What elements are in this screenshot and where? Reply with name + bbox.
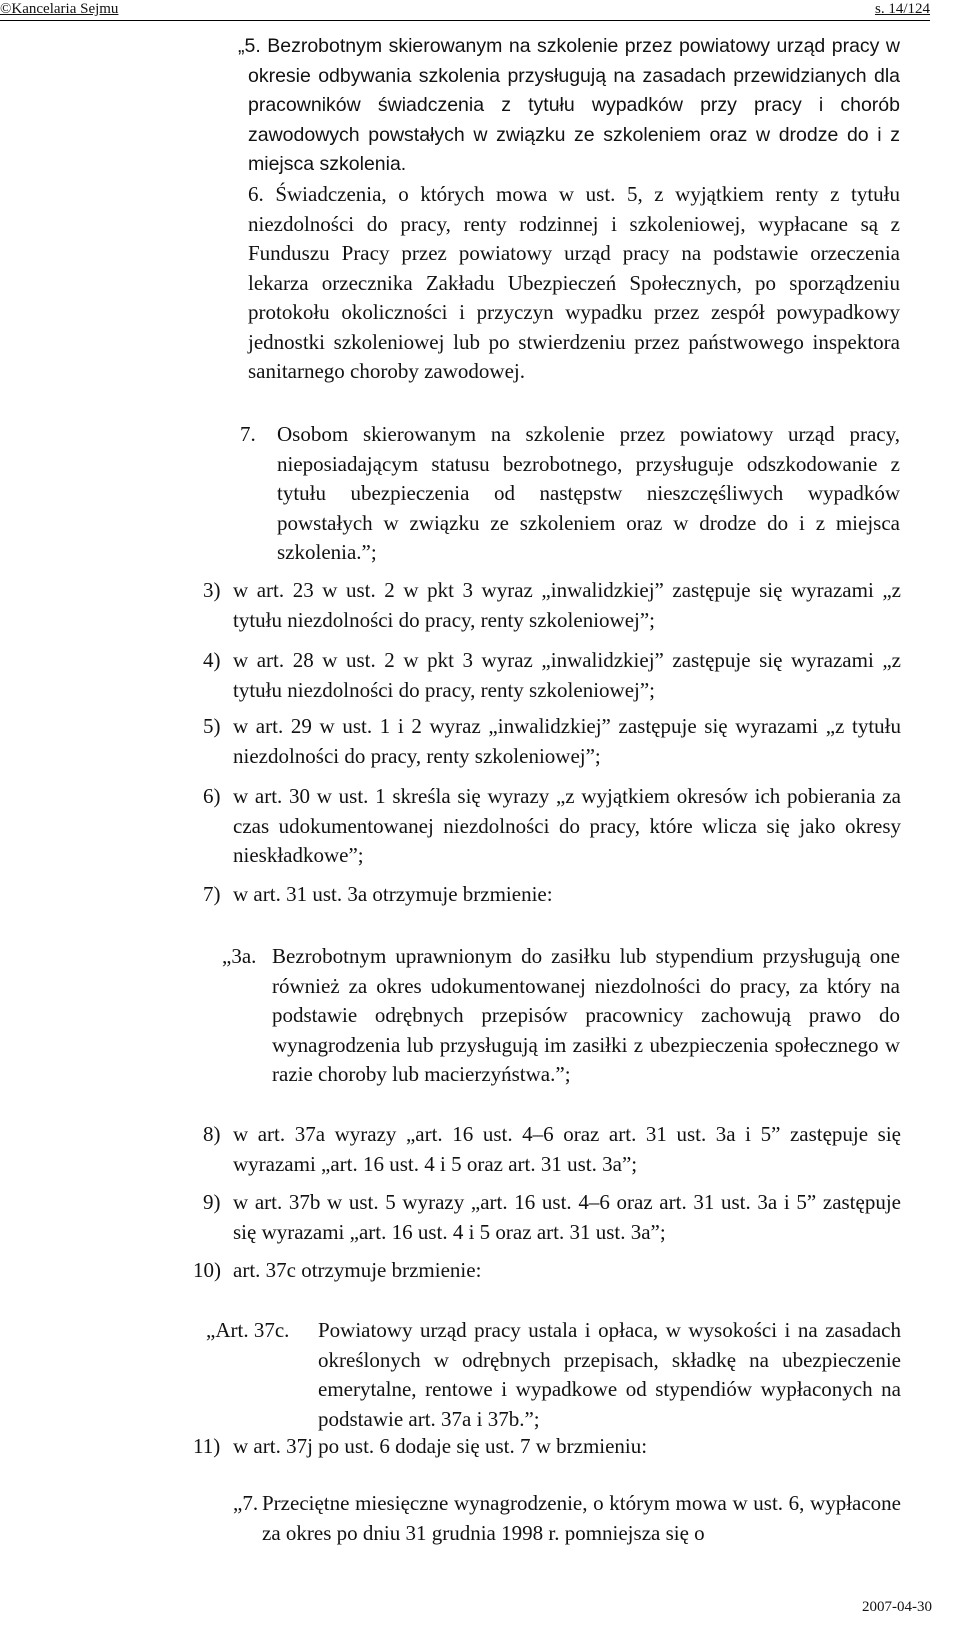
item-6-number: 6) bbox=[203, 784, 221, 808]
item-8-number: 8) bbox=[203, 1122, 221, 1146]
page-header bbox=[0, 0, 930, 21]
article-37c: Powiatowy urząd pracy ustala i opłaca, w wysokości i na zasadach określonych w odrębnych przepisach, składkę na ubezpieczenie emerytalne, rentowe i wypadkowe od stypendiów wypłaconych na podstawie art. 37a i 37b.”; bbox=[318, 1318, 901, 1431]
paragraph-7: Osobom skierowanym na szkolenie przez powiatowy urząd pracy, nieposiadającym statusu bezrobotnego, przysługuje odszkodowanie z tytułu ubezpieczenia od następstw nieszczęśliwych wypadków powstałych w związku ze szkoleniem oraz w drodze do i z miejsca szkolenia.”; bbox=[277, 422, 900, 564]
document-date: 2007-04-30 bbox=[862, 1599, 932, 1615]
article-37c-number: „Art. 37c. bbox=[206, 1318, 290, 1342]
paragraph-6: 6. Świadczenia, o których mowa w ust. 5, z wyjątkiem renty z tytułu niezdolności do pracy, renty rodzinnej i szkoleniowej, wypłacane są z Funduszu Pracy przez powiatowy urząd pracy na podstawie orzeczenia lekarza orzecznika Zakładu Ubezpieczeń Społecznych, po sporządzeniu protokołu okoliczności i przyczyn wypadku przez zespół powypadkowy jednostki szkoleniowej lub po stwierdzeniu przez państwowego inspektora sanitarnego choroby zawodowej. bbox=[248, 182, 900, 383]
paragraph-7-new-number: „7. bbox=[233, 1491, 259, 1515]
paragraph-5: „5. Bezrobotnym skierowanym na szkolenie przez powiatowy urząd pracy w okresie odbywania szkolenia przysługują na zasadach przewidzianych dla pracowników świadczenia z tytułu wypadków przy pracy i chorób zawodowych powstałych w związku ze szkoleniem oraz w drodze do i z miejsca szkolenia. bbox=[238, 35, 900, 175]
paragraph-7-new: Przeciętne miesięczne wynagrodzenie, o którym mowa w ust. 6, wypłacone za okres po dniu 31 grudnia 1998 r. pomniejsza się o bbox=[262, 1491, 901, 1545]
item-3: w art. 23 w ust. 2 w pkt 3 wyraz „inwalidzkiej” zastępuje się wyrazami „z tytułu niezdolności do pracy, renty szkoleniowej”; bbox=[233, 578, 901, 632]
paragraph-3a-number: „3a. bbox=[222, 944, 257, 968]
item-5-number: 5) bbox=[203, 714, 221, 738]
item-6: w art. 30 w ust. 1 skreśla się wyrazy „z wyjątkiem okresów ich pobierania za czas udokumentowanej niezdolności do pracy, które wlicza się jako okresy nieskładkowe”; bbox=[233, 784, 901, 867]
item-7-number: 7) bbox=[203, 882, 221, 906]
item-3-number: 3) bbox=[203, 578, 221, 602]
item-7: w art. 31 ust. 3a otrzymuje brzmienie: bbox=[233, 882, 553, 906]
item-8: w art. 37a wyrazy „art. 16 ust. 4–6 oraz art. 31 ust. 3a i 5” zastępuje się wyrazami „art. 16 ust. 4 i 5 oraz art. 31 ust. 3a”; bbox=[233, 1122, 901, 1176]
item-9: w art. 37b w ust. 5 wyrazy „art. 16 ust. 4–6 oraz art. 31 ust. 3a i 5” zastępuje się wyrazami „art. 16 ust. 4 i 5 oraz art. 31 ust. 3a”; bbox=[233, 1190, 901, 1244]
item-4: w art. 28 w ust. 2 w pkt 3 wyraz „inwalidzkiej” zastępuje się wyrazami „z tytułu niezdolności do pracy, renty szkoleniowej”; bbox=[233, 648, 901, 702]
item-4-number: 4) bbox=[203, 648, 221, 672]
page-number: s. 14/124 bbox=[874, 1, 930, 17]
item-10-number: 10) bbox=[193, 1258, 221, 1282]
item-10: art. 37c otrzymuje brzmienie: bbox=[233, 1258, 482, 1282]
item-11-number: 11) bbox=[193, 1434, 221, 1458]
paragraph-7-number: 7. bbox=[240, 422, 256, 446]
item-9-number: 9) bbox=[203, 1190, 221, 1214]
item-11: w art. 37j po ust. 6 dodaje się ust. 7 w brzmieniu: bbox=[233, 1434, 648, 1458]
item-5: w art. 29 w ust. 1 i 2 wyraz „inwalidzkiej” zastępuje się wyrazami „z tytułu niezdolności do pracy, renty szkoleniowej”; bbox=[233, 714, 901, 768]
paragraph-3a: Bezrobotnym uprawnionym do zasiłku lub stypendium przysługują one również za okres udokumentowanej niezdolności do pracy, za który na podstawie odrębnych przepisów pracownicy zachowują prawo do wynagrodzenia lub przysługują im zasiłki z ubezpieczenia społecznego w razie choroby lub macierzyństwa.”; bbox=[272, 944, 900, 1086]
publisher-label: ©Kancelaria Sejmu bbox=[0, 1, 119, 17]
